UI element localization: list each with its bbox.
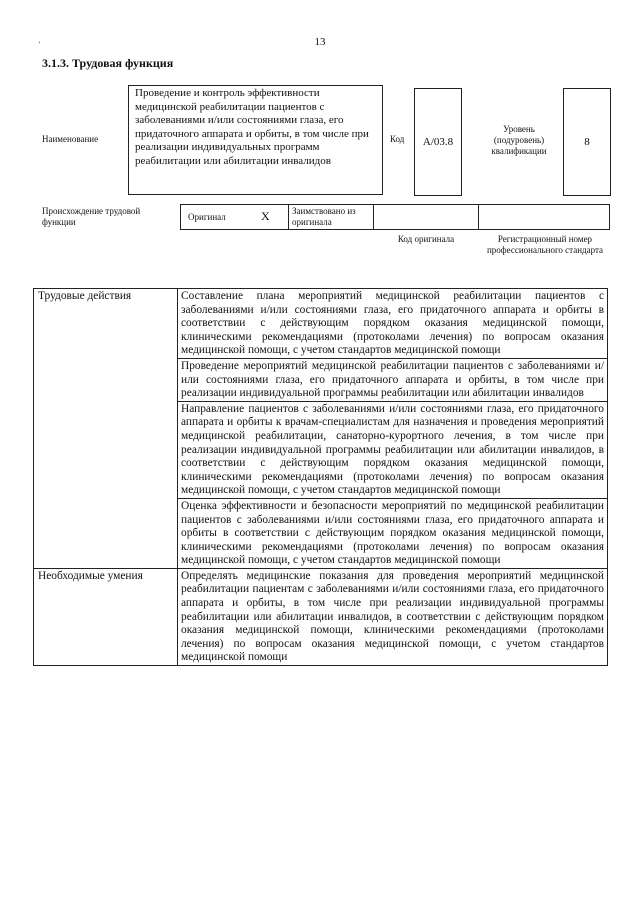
- page-number: 13: [314, 36, 326, 48]
- table-row: [34, 289, 608, 359]
- section-title: 3.1.3. Трудовая функция: [42, 56, 174, 70]
- row-label: Необходимые умения: [34, 568, 178, 665]
- level-label: Уровень (подуровень) квалификации: [491, 124, 547, 156]
- code-label: Код: [390, 134, 405, 144]
- row-label: Трудовые действия: [34, 289, 178, 569]
- name-label: Наименование: [42, 134, 99, 144]
- origin-label: Происхождение трудовой функции: [42, 206, 141, 227]
- origin-divider: [180, 204, 181, 230]
- origin-divider: [609, 204, 610, 230]
- table-cell: Определять медицинские показания для проведения мероприятий медицинской реабилитации пациентам с заболеваниями и/или состояниями глаза, его придаточного аппарата и орбиты, в том числе при реализации индивидуальной программы реабилитации или абилитации инвалидов, в соответствии с действующим порядком оказания медицинской помощи, клиническими рекомендациями (протоколами лечения) по вопросам оказания медицинской помощи, с учетом стандартов медицинской помощи: [178, 568, 608, 665]
- table-cell: Оценка эффективности и безопасности мероприятий по медицинской реабилитации пациентов с заболеваниями и/или состояниями глаза, его придаточного аппарата и орбиты в соответствии с действующим порядком оказания медицинской помощи, клиническими рекомендациями (протоколами лечения) по вопросам оказания медицинской помощи, с учетом стандартов медицинской помощи: [178, 498, 608, 568]
- origin-divider: [478, 204, 479, 230]
- code-original-label: Код оригинала: [397, 234, 455, 244]
- original-label: Оригинал: [188, 212, 226, 222]
- borrowed-label: Заимствовано из оригинала: [292, 206, 356, 227]
- code-value: А/03.8: [414, 88, 462, 196]
- original-mark: X: [261, 209, 270, 223]
- labor-function-table: [33, 288, 608, 666]
- function-name-box: Проведение и контроль эффективности медицинской реабилитации пациентов с заболеваниями и/или состояниями глаза, его придаточного аппарата и орбиты, в том числе при реализации индивидуальных программ реабилитации или абилитации инвалидов: [128, 85, 383, 195]
- table-cell: Направление пациентов с заболеваниями и/или состояниями глаза, его придаточного аппарата и орбиты к врачам-специалистам для назначения и проведения мероприятий медицинской реабилитации, санаторно-курортного лечения, в том числе при реализации индивидуальной программы реабилитации или абилитации инвалидов, в соответствии с действующим порядком оказания медицинской помощи, клиническими рекомендациями (протоколами лечения) по вопросам оказания медицинской помощи, с учетом стандартов медицинской помощи: [178, 401, 608, 498]
- origin-divider: [288, 204, 289, 230]
- origin-divider: [373, 204, 374, 230]
- level-value: 8: [563, 88, 611, 196]
- corner-mark: ’: [38, 40, 41, 49]
- origin-row: [180, 204, 610, 230]
- table-row: [34, 568, 608, 665]
- table-cell: Составление плана мероприятий медицинской реабилитации пациентов с заболеваниями и/или состояниями глаза, его придаточного аппарата и орбиты в соответствии с действующим порядком оказания медицинской помощи, клиническими рекомендациями (протоколами лечения) по вопросам оказания медицинской помощи, с учетом стандартов медицинской помощи: [178, 289, 608, 359]
- table-cell: Проведение мероприятий медицинской реабилитации пациентов с заболеваниями и/или состояниями глаза, его придаточного аппарата и орбиты, в том числе при реализации индивидуальной программы реабилитации или абилитации инвалидов: [178, 358, 608, 401]
- reg-number-label: Регистрационный номер профессионального стандарта: [486, 234, 604, 255]
